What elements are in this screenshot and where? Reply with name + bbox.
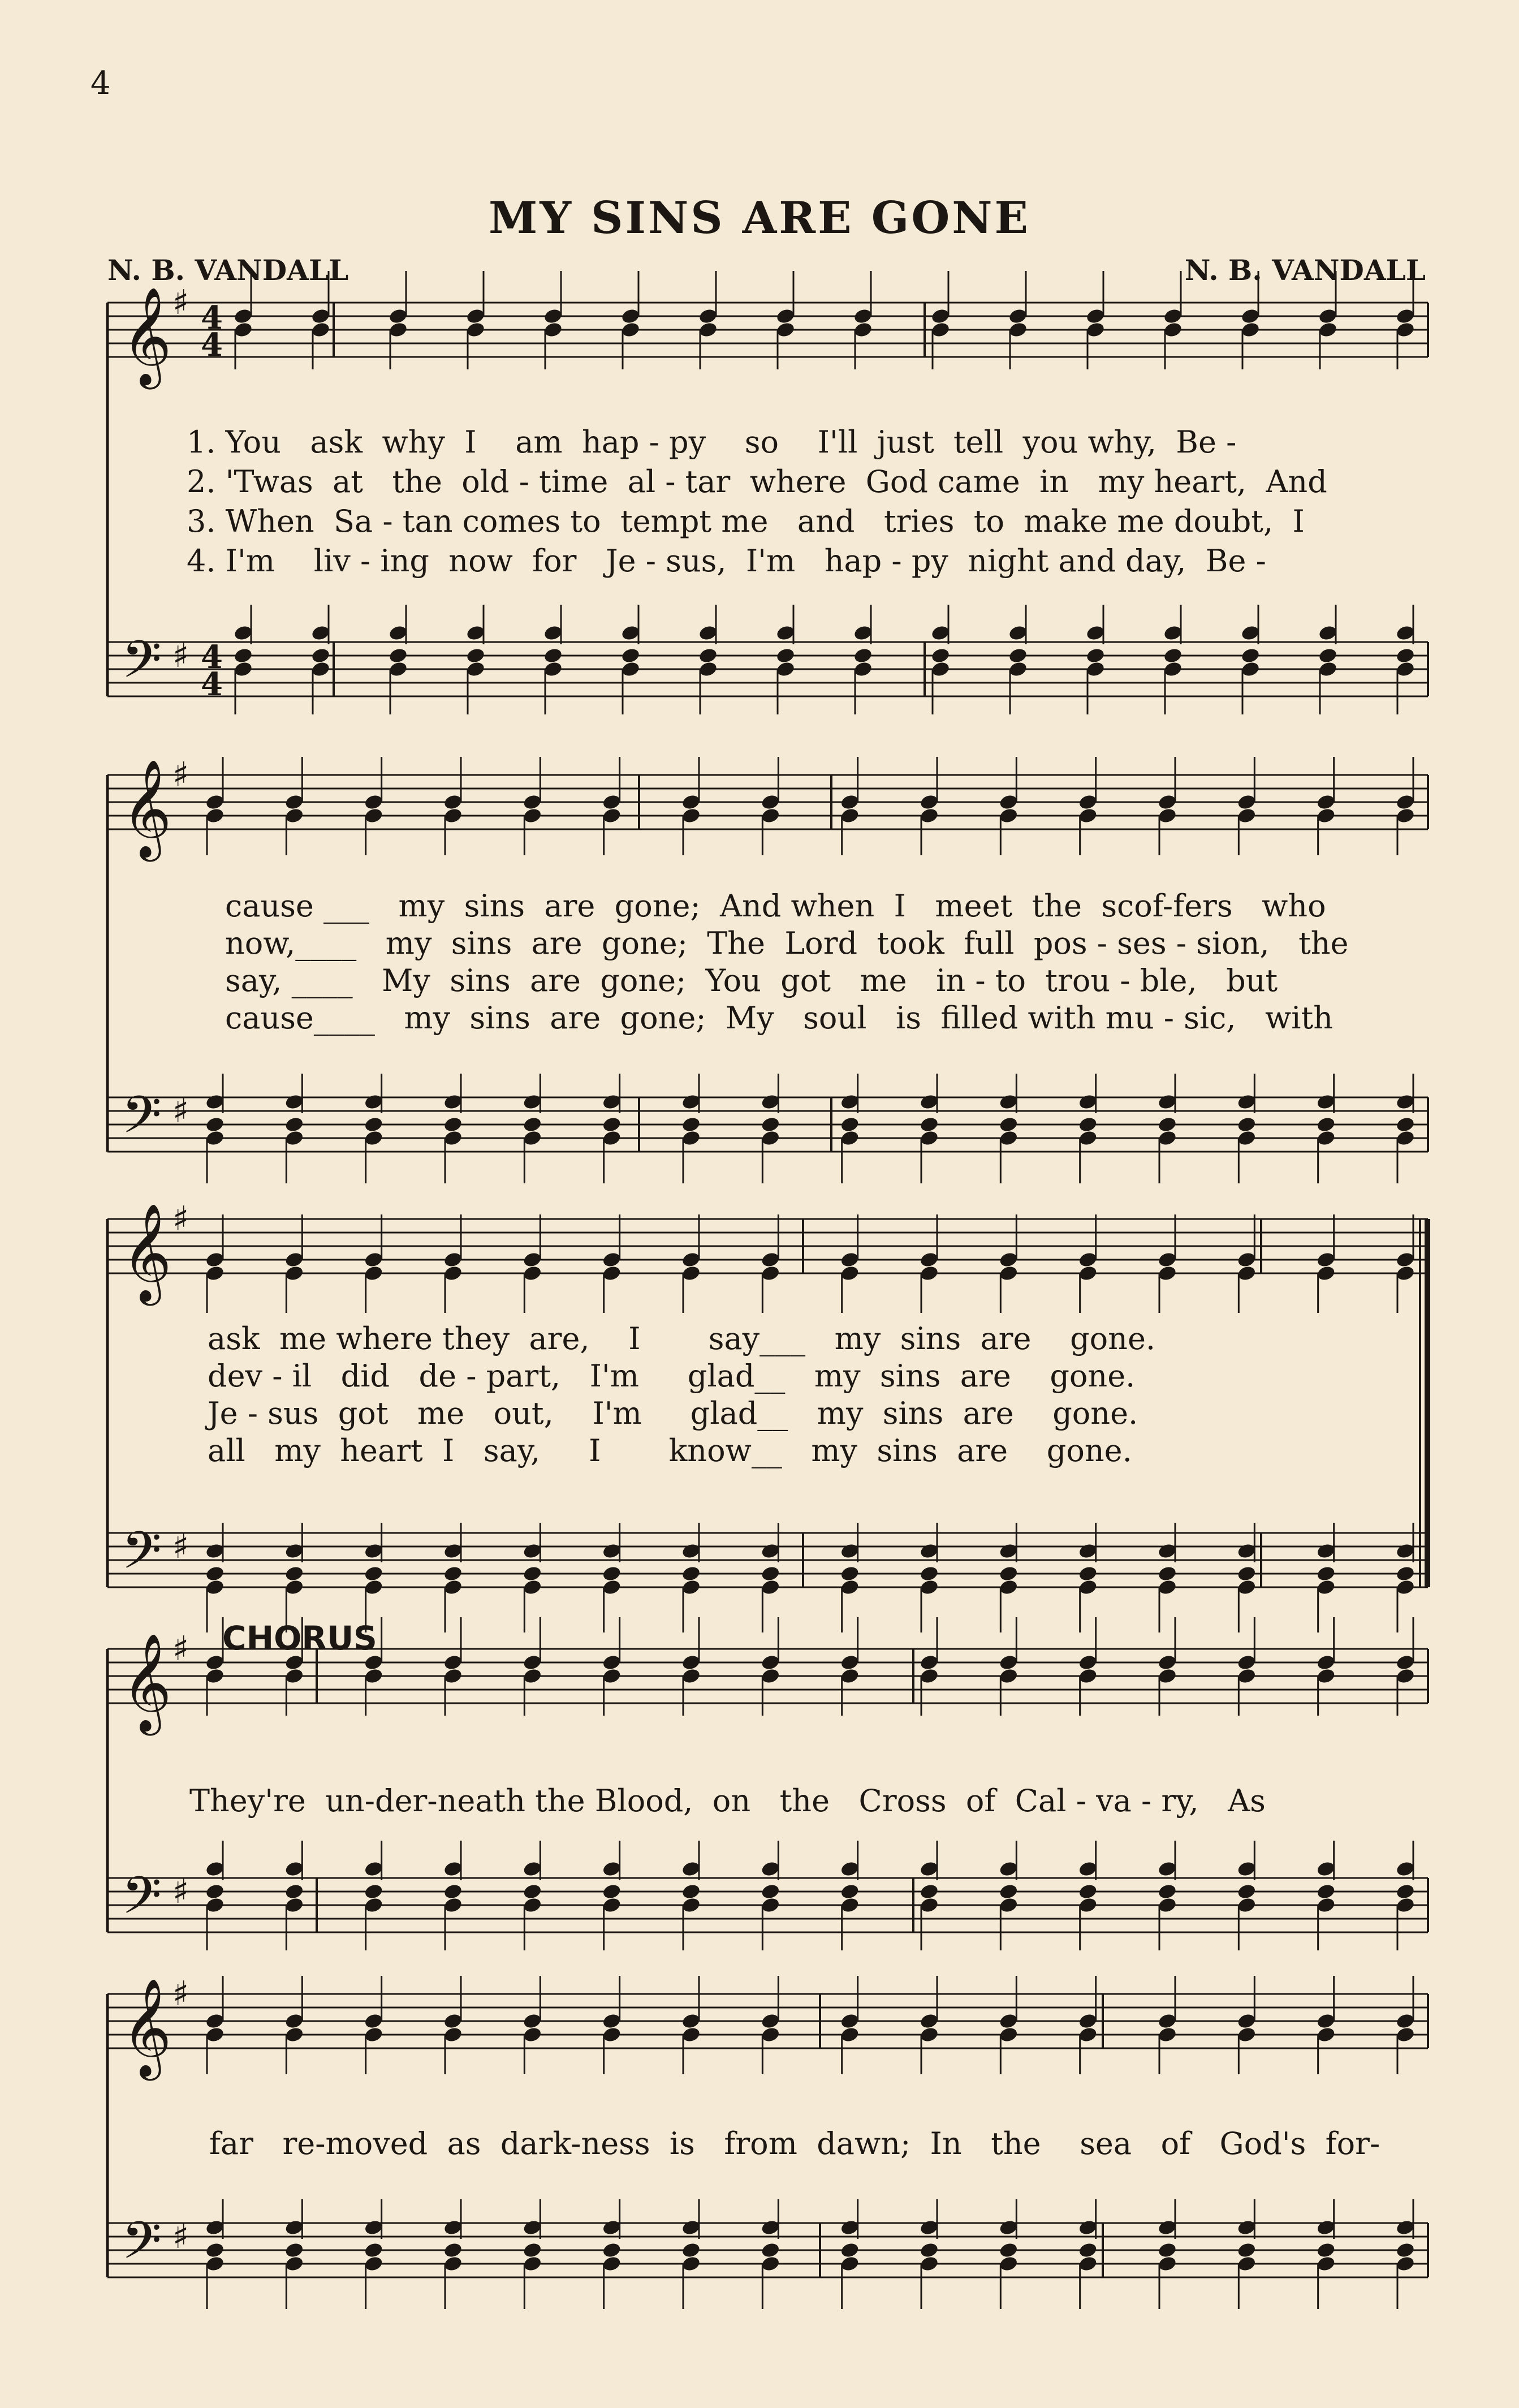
note-head [1316, 1116, 1336, 1134]
lyric-line-s3-v1: ask me where they are, I say___ my sins are gone. [208, 1321, 1156, 1356]
note-head [1316, 1565, 1336, 1583]
lyric-line-s1-v1: 1. You ask why I am hap - py so I'll just tell you why, Be - [187, 424, 1237, 460]
note-head [1316, 1883, 1336, 1901]
note-head [775, 647, 796, 665]
note-head [284, 2242, 304, 2259]
note-head [1236, 1883, 1257, 1901]
key-signature-sharp-icon: ♯ [172, 2217, 189, 2256]
note-head [1316, 2242, 1336, 2259]
note-head [1395, 1565, 1416, 1583]
note-head [205, 1883, 225, 1901]
note-head [1078, 2242, 1098, 2259]
note-head [840, 1883, 860, 1901]
note-head [522, 2242, 542, 2259]
bass-clef-icon: 𝄢 [122, 1866, 162, 1938]
note-head [681, 1116, 701, 1134]
note-head [998, 1883, 1019, 1901]
note-head [1240, 647, 1261, 665]
note-head [1236, 1116, 1257, 1134]
treble-clef-icon: 𝄞 [122, 287, 172, 385]
key-signature-sharp-icon: ♯ [172, 1629, 189, 1669]
note-head [522, 1116, 542, 1134]
note-head [443, 2242, 463, 2259]
lyric-line-s1-v3: 3. When Sa - tan comes to tempt me and tries to make me doubt, I [187, 503, 1305, 539]
note-head [919, 1565, 939, 1583]
note-head [364, 1883, 384, 1901]
note-head [698, 647, 718, 665]
bass-clef-icon: 𝄢 [122, 2211, 162, 2283]
bass-clef-icon: 𝄢 [122, 1520, 162, 1593]
time-signature: 4 [201, 299, 223, 337]
note-head [465, 647, 486, 665]
note-head [919, 1116, 939, 1134]
note-head [522, 1883, 542, 1901]
key-signature-sharp-icon: ♯ [172, 1872, 189, 1911]
note-head [998, 2242, 1019, 2259]
treble-clef-icon: 𝄞 [122, 1203, 172, 1302]
lyric-line-s3-v4: all my heart I say, I know__ my sins are gone. [208, 1433, 1132, 1468]
note-head [1085, 647, 1106, 665]
note-head [205, 2242, 225, 2259]
lyric-line-s2-v3: say, ____ My sins are gone; You got me in - to trou - ble, but [225, 963, 1278, 998]
note-head [998, 1565, 1019, 1583]
note-head [840, 2242, 860, 2259]
note-head [1236, 1565, 1257, 1583]
note-head [1008, 647, 1028, 665]
note-head [602, 1116, 622, 1134]
note-head [1395, 1116, 1416, 1134]
key-signature-sharp-icon: ♯ [172, 283, 189, 322]
note-head [1078, 1116, 1098, 1134]
key-signature-sharp-icon: ♯ [172, 1199, 189, 1239]
lyric-line-s2-v4: cause____ my sins are gone; My soul is filled with mu - sic, with [225, 1000, 1334, 1036]
lyric-line-s1-v4: 4. I'm liv - ing now for Je - sus, I'm hap - py night and day, Be - [187, 543, 1266, 579]
note-head [681, 1883, 701, 1901]
lyric-line-s3-v3: Je - sus got me out, I'm glad__ my sins are gone. [208, 1395, 1138, 1431]
note-head [760, 1116, 780, 1134]
note-head [310, 647, 331, 665]
lyric-line-s2-v1: cause ___ my sins are gone; And when I meet the scof-fers who [225, 888, 1326, 924]
note-head [1395, 2242, 1416, 2259]
note-head [1395, 647, 1416, 665]
note-head [364, 1565, 384, 1583]
treble-clef-icon: 𝄞 [122, 759, 172, 858]
note-head [1157, 1883, 1177, 1901]
note-head [1236, 2242, 1257, 2259]
treble-clef-icon: 𝄞 [122, 1978, 172, 2077]
note-head [284, 1116, 304, 1134]
note-head [930, 647, 951, 665]
key-signature-sharp-icon: ♯ [172, 1091, 189, 1131]
note-head [233, 647, 253, 665]
page-number: 4 [90, 65, 111, 102]
note-head [853, 647, 873, 665]
note-head [284, 1565, 304, 1583]
note-head [543, 647, 563, 665]
note-head [443, 1565, 463, 1583]
note-head [1157, 2242, 1177, 2259]
composer-credit: N. B. VANDALL [1184, 253, 1426, 287]
note-head [840, 1565, 860, 1583]
lyric-line-s1-v2: 2. 'Twas at the old - time al - tar where God came in my heart, And [187, 464, 1327, 499]
note-head [364, 1116, 384, 1134]
note-head [388, 647, 408, 665]
lyric-line-s4-v1: They're un-der-neath the Blood, on the Cross of Cal - va - ry, As [189, 1783, 1266, 1819]
bass-clef-icon: 𝄢 [122, 1085, 162, 1157]
note-head [205, 1116, 225, 1134]
note-head [760, 2242, 780, 2259]
bass-clef-icon: 𝄢 [122, 630, 162, 702]
note-head [1318, 647, 1338, 665]
key-signature-sharp-icon: ♯ [172, 1974, 189, 2014]
note-head [205, 1565, 225, 1583]
note-head [443, 1883, 463, 1901]
note-head [602, 1565, 622, 1583]
note-head [602, 2242, 622, 2259]
time-signature: 4 [201, 639, 223, 676]
note-head [760, 1565, 780, 1583]
note-head [919, 1883, 939, 1901]
note-head [681, 1565, 701, 1583]
note-head [760, 1883, 780, 1901]
note-head [443, 1116, 463, 1134]
song-title: MY SINS ARE GONE [488, 192, 1031, 244]
note-head [919, 2242, 939, 2259]
note-head [1157, 1565, 1177, 1583]
time-signature: 4 [201, 326, 223, 364]
note-head [681, 2242, 701, 2259]
note-head [522, 1565, 542, 1583]
note-head [1163, 647, 1183, 665]
note-head [602, 1883, 622, 1901]
final-barline-thick [1425, 1219, 1430, 1587]
key-signature-sharp-icon: ♯ [172, 755, 189, 795]
note-head [1078, 1565, 1098, 1583]
note-head [364, 2242, 384, 2259]
note-head [840, 1116, 860, 1134]
key-signature-sharp-icon: ♯ [172, 636, 189, 675]
time-signature: 4 [201, 666, 223, 703]
note-head [284, 1883, 304, 1901]
lyric-line-s5-v1: far re-moved as dark-ness is from dawn; In the sea of God's for- [209, 2126, 1380, 2161]
note-head [998, 1116, 1019, 1134]
chorus-label: CHORUS [222, 1619, 377, 1657]
note-head [1157, 1116, 1177, 1134]
note-head [1078, 1883, 1098, 1901]
note-head [620, 647, 641, 665]
lyric-line-s2-v2: now,____ my sins are gone; The Lord took full pos - ses - sion, the [225, 925, 1349, 961]
treble-clef-icon: 𝄞 [122, 1633, 172, 1731]
lyricist-credit: N. B. VANDALL [107, 253, 349, 287]
note-head [1395, 1883, 1416, 1901]
lyric-line-s3-v2: dev - il did de - part, I'm glad__ my sins are gone. [208, 1358, 1136, 1394]
key-signature-sharp-icon: ♯ [172, 1527, 189, 1566]
